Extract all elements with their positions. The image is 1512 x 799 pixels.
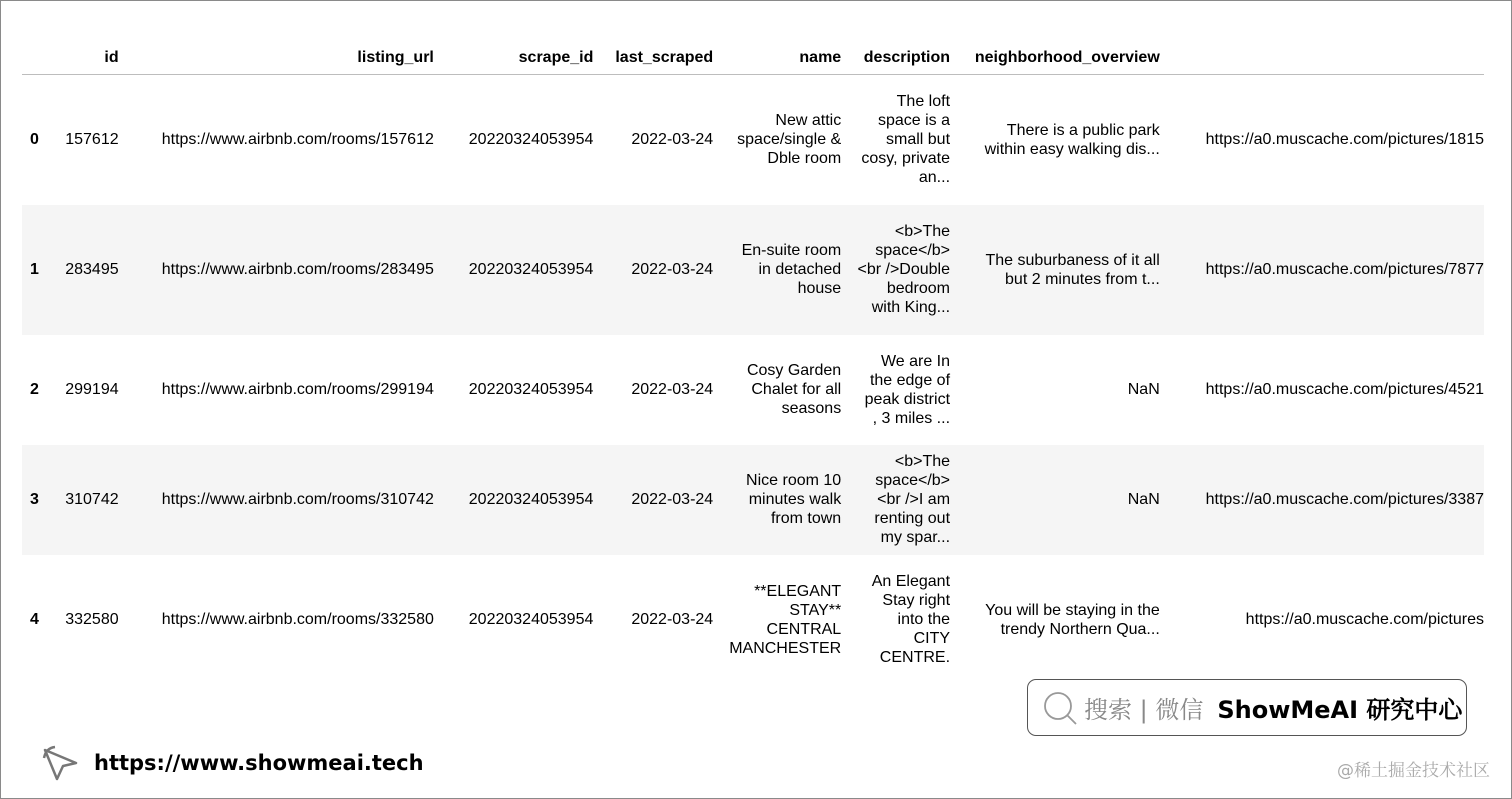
- cell-description: An Elegant Stay right into the CITY CENTRE.: [871, 573, 951, 666]
- cursor-icon: [42, 744, 80, 782]
- column-header-neighborhood_overview: neighborhood_overview: [958, 40, 1168, 75]
- search-brand: ShowMeAI 研究中心: [1217, 696, 1463, 724]
- cell-last-scraped: 2022-03-24: [631, 381, 714, 398]
- cell-description: <b>The space</b> <br />Double bedroom with King...: [857, 223, 951, 316]
- cell-index: 1: [30, 261, 39, 278]
- table-row: [22, 205, 1484, 335]
- table-row: [22, 445, 1484, 555]
- header-row: [22, 40, 1484, 75]
- cell-id: 283495: [65, 261, 119, 278]
- cell-id: 310742: [65, 491, 119, 508]
- cell-scrape-id: 20220324053954: [468, 131, 594, 149]
- cell-scrape-id: 20220324053954: [468, 261, 594, 278]
- column-header-blank-8: [1168, 40, 1484, 75]
- table-row: [22, 335, 1484, 445]
- cell-listing-url: https://www.airbnb.com/rooms/157612: [161, 131, 434, 149]
- cell-picture-url: https://a0.muscache.com/pictures/1815: [1205, 131, 1484, 149]
- credit-watermark: @稀土掘金技术社区: [1337, 761, 1490, 781]
- cell-index: 0: [30, 131, 39, 149]
- search-prefix: 搜索 | 微信: [1084, 696, 1204, 724]
- cell-name: New attic space/single & Dble room: [737, 112, 842, 168]
- cell-id: 299194: [65, 381, 119, 398]
- cell-neighborhood-overview: NaN: [1127, 491, 1160, 508]
- column-header-description: description: [849, 40, 958, 75]
- dataframe-table: [22, 40, 1484, 685]
- cell-neighborhood-overview: There is a public park within easy walking dis...: [984, 121, 1160, 158]
- column-header-id: id: [47, 40, 127, 75]
- column-header-listing_url: listing_url: [127, 40, 442, 75]
- column-header-blank-0: [22, 40, 47, 75]
- cell-index: 3: [30, 491, 39, 508]
- table-row: [22, 75, 1484, 205]
- brand-link[interactable]: [42, 744, 424, 782]
- cell-picture-url: https://a0.muscache.com/pictures/4521: [1205, 381, 1484, 398]
- column-header-name: name: [721, 40, 849, 75]
- cell-picture-url: https://a0.muscache.com/pictures/7877: [1205, 261, 1484, 278]
- cell-last-scraped: 2022-03-24: [631, 261, 714, 278]
- cell-last-scraped: 2022-03-24: [631, 131, 714, 149]
- cell-listing-url: https://www.airbnb.com/rooms/299194: [161, 381, 434, 398]
- cell-scrape-id: 20220324053954: [468, 491, 594, 508]
- cell-description: <b>The space</b> <br />I am renting out my spar...: [874, 453, 951, 546]
- search-icon: [1042, 690, 1078, 726]
- cell-name: En-suite room in detached house: [741, 242, 842, 297]
- cell-name: Nice room 10 minutes walk from town: [746, 472, 842, 527]
- site-url: https://www.showmeai.tech: [94, 751, 424, 775]
- cell-scrape-id: 20220324053954: [468, 381, 594, 398]
- cell-listing-url: https://www.airbnb.com/rooms/310742: [161, 491, 434, 508]
- cell-neighborhood-overview: You will be staying in the trendy Northern Qua...: [985, 601, 1160, 638]
- cell-name: **ELEGANT STAY** CENTRAL MANCHESTER: [729, 582, 842, 657]
- cell-picture-url: https://a0.muscache.com/pictures/3387: [1205, 491, 1484, 508]
- cell-picture-url: https://a0.muscache.com/pictures: [1245, 611, 1484, 628]
- cell-id: 157612: [65, 131, 119, 149]
- cell-index: 4: [30, 611, 39, 628]
- table-row: [22, 555, 1484, 685]
- cell-description: We are In the edge of peak district , 3 miles ...: [864, 352, 951, 427]
- cell-neighborhood-overview: The suburbaness of it all but 2 minutes from t...: [985, 251, 1160, 288]
- cell-id: 332580: [65, 611, 119, 628]
- dataframe-output: [22, 40, 1484, 666]
- cell-listing-url: https://www.airbnb.com/rooms/283495: [161, 261, 434, 278]
- column-header-last_scraped: last_scraped: [601, 40, 721, 75]
- cell-last-scraped: 2022-03-24: [631, 491, 714, 508]
- column-header-scrape_id: scrape_id: [442, 40, 601, 75]
- cell-name: Cosy Garden Chalet for all seasons: [746, 362, 842, 417]
- cell-index: 2: [30, 381, 39, 398]
- cell-scrape-id: 20220324053954: [468, 611, 594, 628]
- cell-description: The loft space is a small but cosy, private an...: [861, 93, 951, 187]
- cell-listing-url: https://www.airbnb.com/rooms/332580: [161, 611, 434, 628]
- cell-neighborhood-overview: NaN: [1127, 381, 1160, 398]
- wechat-search-banner: [1027, 679, 1467, 736]
- cell-last-scraped: 2022-03-24: [631, 611, 714, 628]
